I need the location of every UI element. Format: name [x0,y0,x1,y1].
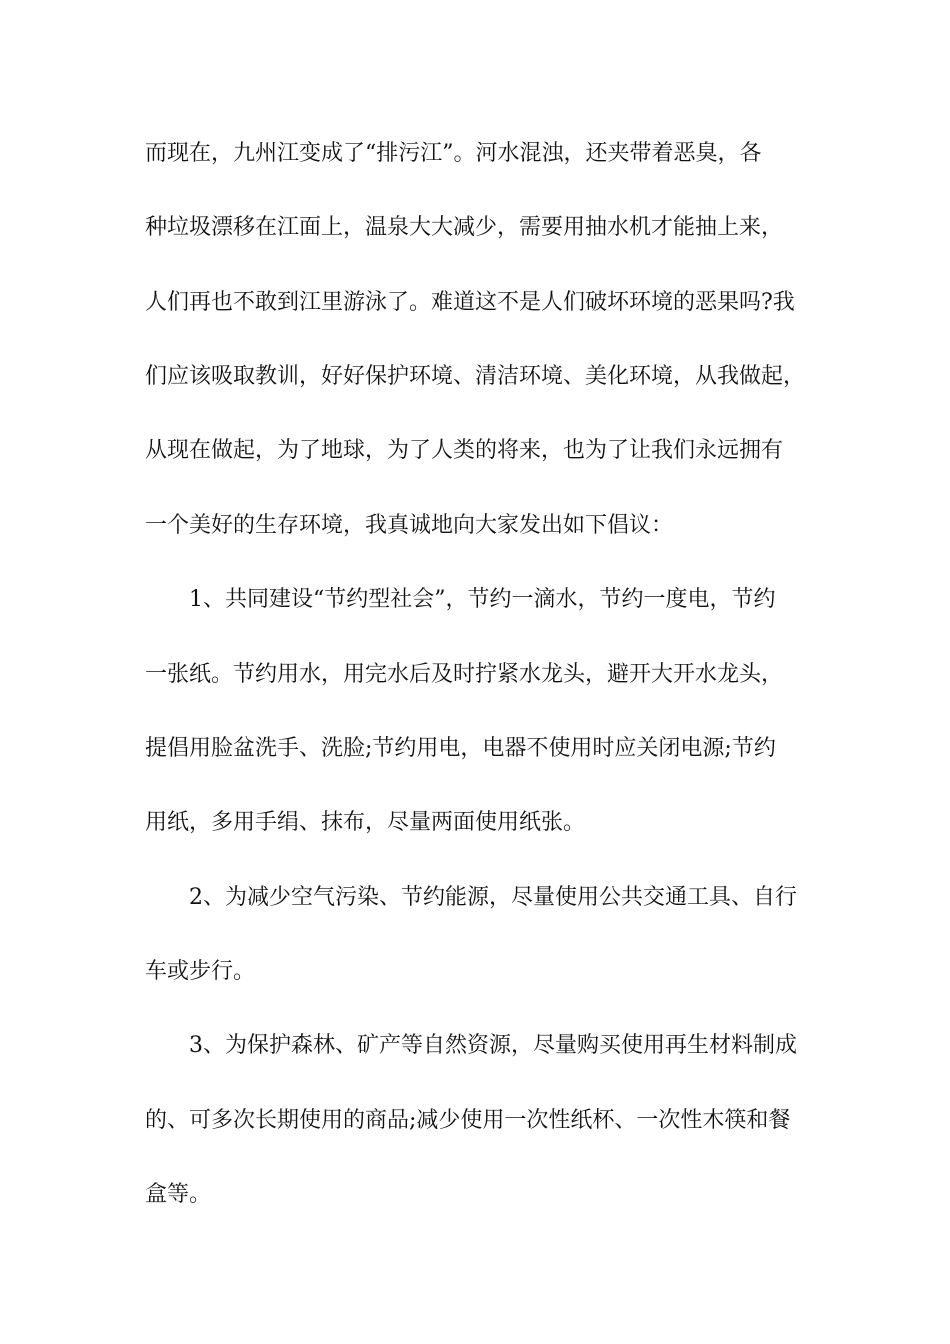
paragraph-line-5: 从现在做起，为了地球，为了人类的将来，也为了让我们永远拥有 [145,438,784,463]
item-1-line-1: 1、共同建设“节约型社会”，节约一滴水，节约一度电，节约 [189,587,776,612]
item-1-line-4: 用纸，多用手绢、抹布，尽量两面使用纸张。 [145,810,586,835]
item-3-line-3: 盒等。 [145,1182,212,1207]
item-3-line-1: 3、为保护森林、矿产等自然资源，尽量购买使用再生材料制成 [189,1033,797,1058]
item-1-line-3: 提倡用脸盆洗手、洗脸;节约用电，电器不使用时应关闭电源;节约 [145,736,776,761]
paragraph-line-3: 人们再也不敢到江里游泳了。难道这不是人们破坏环境的恶果吗?我 [145,290,795,315]
item-2-line-2: 车或步行。 [145,959,256,984]
paragraph-line-2: 种垃圾漂移在江面上，温泉大大减少，需要用抽水机才能抽上来， [145,215,784,240]
paragraph-line-4: 们应该吸取教训，好好保护环境、清洁环境、美化环境，从我做起， [145,364,806,389]
item-2-line-1: 2、为减少空气污染、节约能源，尽量使用公共交通工具、自行 [189,885,797,910]
item-3-line-2: 的、可多次长期使用的商品;减少使用一次性纸杯、一次性木筷和餐 [145,1108,791,1133]
paragraph-line-1: 而现在，九州江变成了“排污江”。河水混浊，还夹带着恶臭，各 [145,141,762,166]
paragraph-line-6: 一个美好的生存环境，我真诚地向大家发出如下倡议： [145,513,674,538]
item-1-line-2: 一张纸。节约用水，用完水后及时拧紧水龙头，避开大开水龙头， [145,662,784,687]
